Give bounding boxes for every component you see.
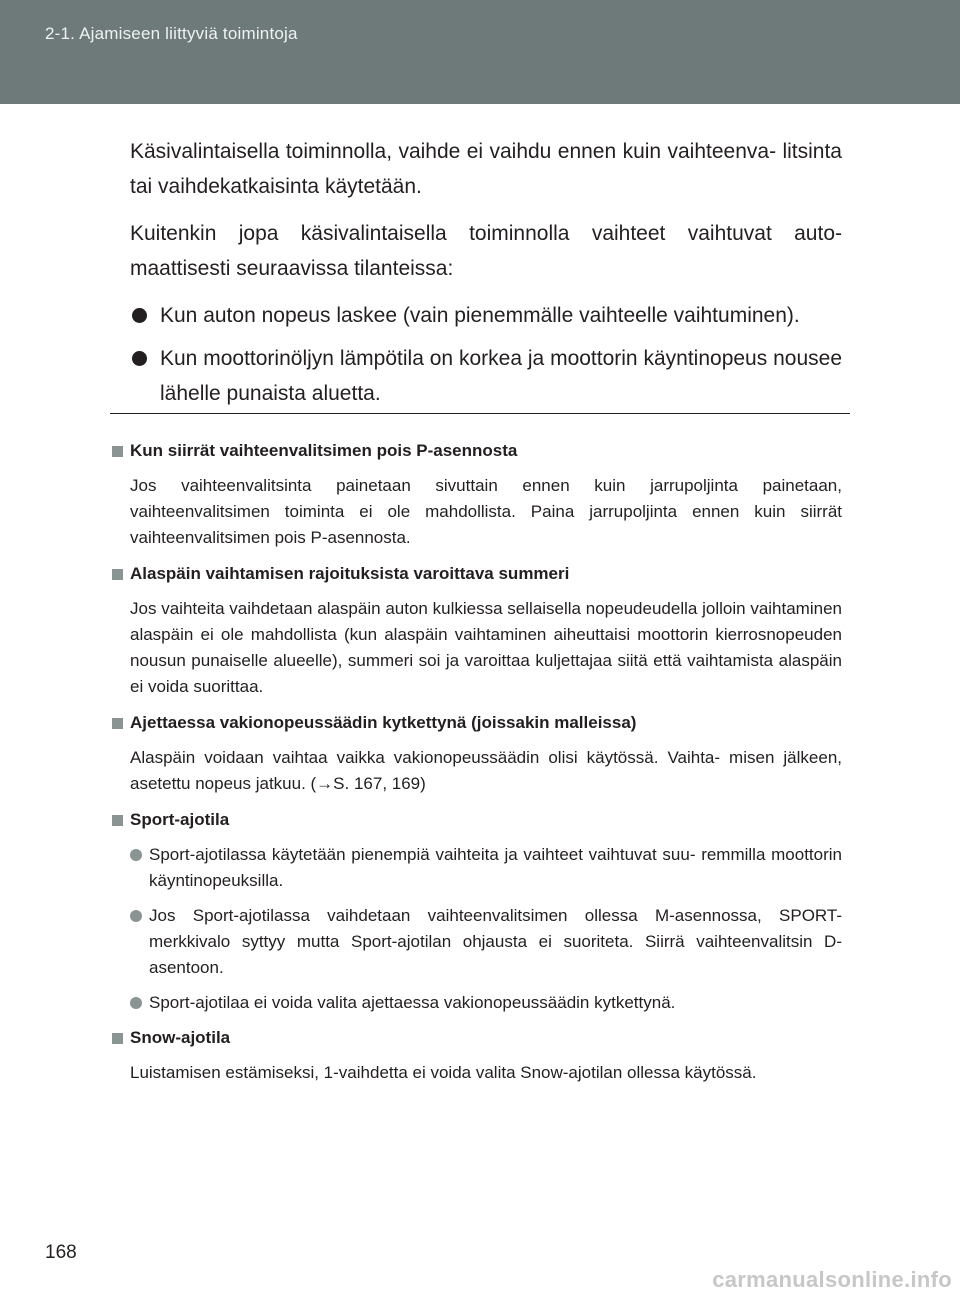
square-marker-icon [112,718,123,729]
bullet-dot-icon [130,910,142,922]
header-band [0,0,960,104]
note-bullet-text: Jos Sport-ajotilassa vaihdetaan vaihteenvalitsimen ollessa M-asennossa, SPORT-merkkivalo syttyy mutta Sport-ajotilan ohjausta ei suoriteta. Siirrä vaihteenvalitsin D-asentoon. [149,906,842,977]
square-marker-icon [112,446,123,457]
notes-section [112,438,842,1096]
note-heading-text: Ajettaessa vakionopeussäädin kytkettynä (joissakin malleissa) [130,713,637,732]
bullet-dot-icon [130,997,142,1009]
intro-paragraph: Käsivalintaisella toiminnolla, vaihde ei vaihdu ennen kuin vaihteenva- litsinta tai vaihdekatkaisinta käytetään. [130,140,842,198]
page-number: 168 [45,1242,77,1263]
note-heading-text: Kun siirrät vaihteenvalitsimen pois P-asennosta [130,441,518,460]
note-heading-text: Snow-ajotila [130,1028,231,1047]
section-title: 2-1. Ajamiseen liittyviä toimintoja [45,24,298,43]
note-body: Luistamisen estämiseksi, 1-vaihdetta ei voida valita Snow-ajotilan ollessa käytössä. [130,1063,757,1082]
intro-bullet [130,341,842,411]
intro-bullet-text: Kun moottorinöljyn lämpötila on korkea ja moottorin käyntinopeus nousee lähelle punaista aluetta. [160,347,842,405]
note-bullet-text: Sport-ajotilaa ei voida valita ajettaessa vakionopeussäädin kytkettynä. [149,993,676,1012]
note-heading-text: Alaspäin vaihtamisen rajoituksista varoittava summeri [130,564,570,583]
note-heading [112,807,842,833]
square-marker-icon [112,815,123,826]
intro-bullet-text: Kun auton nopeus laskee (vain pienemmälle vaihteelle vaihtuminen). [160,304,800,327]
note-heading [112,710,842,736]
note-bullet-text: Sport-ajotilassa käytetään pienempiä vaihteita ja vaihteet vaihtuvat suu- remmilla moottorin käyntinopeuksilla. [149,845,842,890]
note-body: Jos vaihteenvalitsinta painetaan sivuttain ennen kuin jarrupoljinta painetaan, vaihteenvalitsimen toiminta ei ole mahdollista. Paina jarrupoljinta ennen kuin siirrät vaihteenvalitsimen pois P-asennosta. [130,476,842,547]
square-marker-icon [112,1033,123,1044]
note-heading [112,1025,842,1051]
watermark: carmanualsonline.info [712,1267,952,1292]
note-bullet [130,842,842,894]
note-bullet [130,990,842,1016]
bullet-dot-icon [132,351,147,366]
note-bullet [130,903,842,981]
bullet-dot-icon [130,849,142,861]
section-divider [110,413,850,414]
intro-paragraph: Kuitenkin jopa käsivalintaisella toiminnolla vaihteet vaihtuvat auto- maattisesti seuraavissa tilanteissa: [130,222,842,280]
intro-section [130,134,842,419]
note-heading-text: Sport-ajotila [130,810,230,829]
intro-bullet [130,298,842,333]
note-heading [112,561,842,587]
bullet-dot-icon [132,308,147,323]
note-body: Alaspäin voidaan vaihtaa vaikka vakionopeussäädin olisi käytössä. Vaihta- misen jälkeen, asetettu nopeus jatkuu. (→S. 167, 169) [130,748,842,793]
note-body: Jos vaihteita vaihdetaan alaspäin auton kulkiessa sellaisella nopeudeudella jolloin vaihtaminen alaspäin ei ole mahdollista (kun alaspäin vaihtaminen aiheuttaisi moottorin kierrosnopeuden nousun punaiselle alueelle), summeri soi ja varoittaa kuljettajaa siitä että vaihtamista alaspäin ei voida suorittaa. [130,599,842,696]
square-marker-icon [112,569,123,580]
note-heading [112,438,842,464]
